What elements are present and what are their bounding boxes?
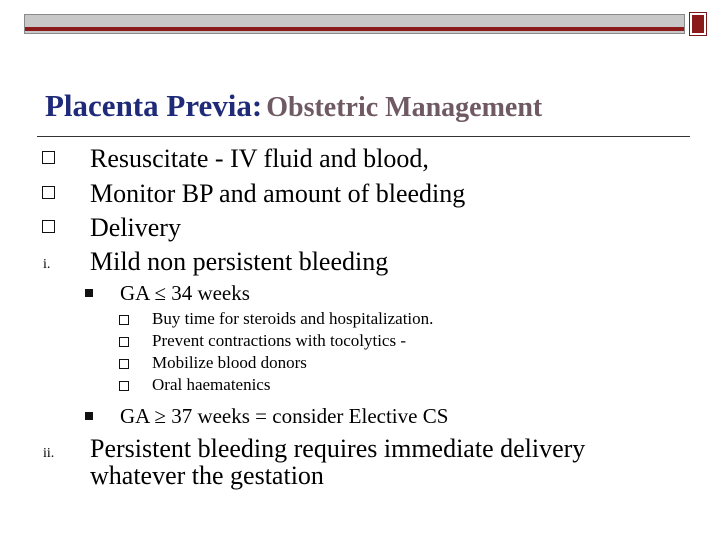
corner-decoration-fill <box>692 15 704 33</box>
persistent-bleeding-line-1: Persistent bleeding requires immediate delivery <box>90 434 586 463</box>
ga34-item-donors: Mobilize blood donors <box>152 353 307 372</box>
hollow-square-bullet-icon <box>119 337 129 347</box>
slide-title <box>45 88 542 124</box>
bullet-delivery: Delivery <box>90 213 181 242</box>
hollow-square-bullet-icon <box>119 381 129 391</box>
hollow-square-bullet-icon <box>119 315 129 325</box>
title-main: Placenta Previa: <box>45 88 263 123</box>
sub-bullet-ga37: GA ≥ 37 weeks = consider Elective CS <box>120 404 449 428</box>
top-bar-red-line <box>25 27 684 31</box>
roman-numeral-ii: ii. <box>43 446 55 461</box>
hollow-square-bullet-icon <box>42 151 55 164</box>
title-underline <box>37 136 690 137</box>
roman-numeral-i: i. <box>43 257 51 272</box>
ga34-item-haematenics: Oral haematenics <box>152 375 271 394</box>
hollow-square-bullet-icon <box>42 186 55 199</box>
title-subtitle: Obstetric Management <box>266 92 543 123</box>
solid-square-bullet-icon <box>85 289 93 297</box>
top-decorative-bar <box>24 14 685 34</box>
hollow-square-bullet-icon <box>119 359 129 369</box>
bullet-resuscitate: Resuscitate - IV fluid and blood, <box>90 144 429 173</box>
bullet-monitor: Monitor BP and amount of bleeding <box>90 179 466 208</box>
ga34-item-steroids: Buy time for steroids and hospitalization. <box>152 309 434 328</box>
sub-bullet-ga34: GA ≤ 34 weeks <box>120 281 250 305</box>
bullet-mild-bleeding: Mild non persistent bleeding <box>90 247 389 276</box>
hollow-square-bullet-icon <box>42 220 55 233</box>
persistent-bleeding-line-2: whatever the gestation <box>90 461 324 490</box>
ga34-item-tocolytics: Prevent contractions with tocolytics - <box>152 331 406 350</box>
solid-square-bullet-icon <box>85 412 93 420</box>
corner-decoration <box>689 12 707 36</box>
